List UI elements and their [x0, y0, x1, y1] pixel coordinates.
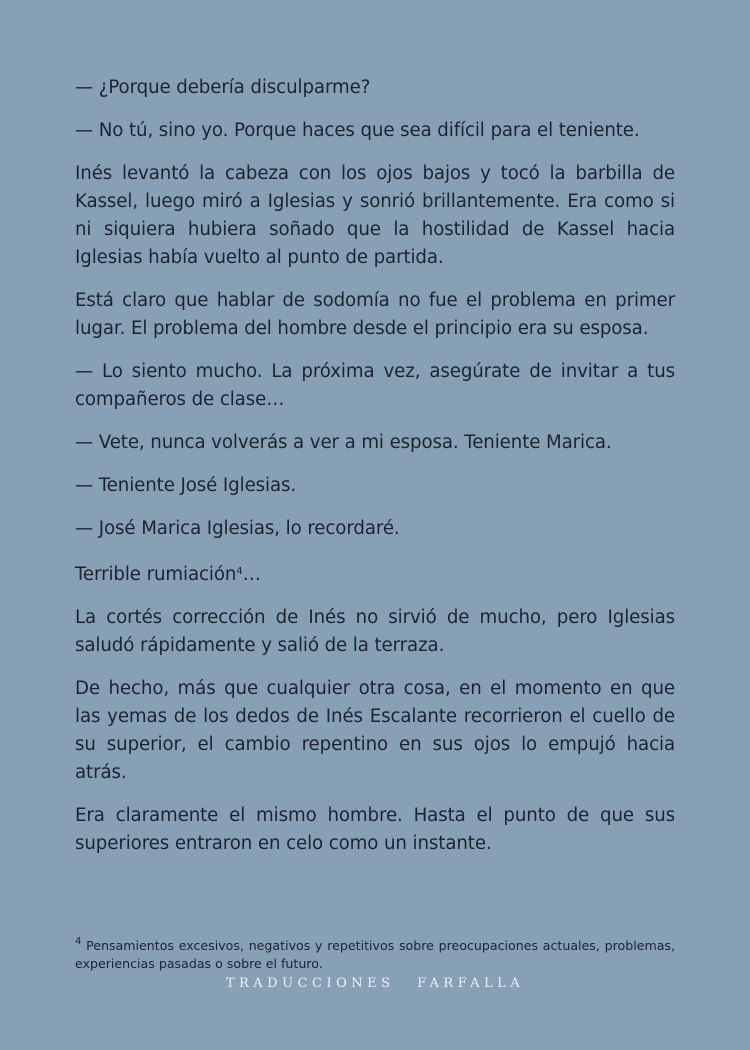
page-body	[75, 74, 675, 873]
paragraph: — No tú, sino yo. Porque haces que sea difícil para el teniente.	[75, 120, 640, 141]
footer-credit: TRADUCCIONES FARFALLA	[225, 976, 525, 991]
ellipsis: …	[242, 564, 261, 585]
paragraph: Era claramente el mismo hombre. Hasta el punto de que sus superiores entraron en celo como un instante.	[75, 805, 675, 854]
paragraph: — Vete, nunca volverás a ver a mi esposa. Teniente Marica.	[75, 432, 612, 453]
paragraph: — Lo siento mucho. La próxima vez, asegúrate de invitar a tus compañeros de clase…	[75, 361, 675, 410]
footnote-ref: 4	[236, 566, 243, 577]
paragraph-text: Terrible rumiación	[75, 564, 237, 585]
footnote-mark: 4	[75, 936, 82, 947]
footnote-text: Pensamientos excesivos, negativos y repetitivos sobre preocupaciones actuales, problemas, experiencias pasadas o sobre el futuro.	[75, 938, 675, 971]
paragraph: — Teniente José Iglesias.	[75, 475, 297, 496]
paragraph: — ¿Porque debería disculparme?	[75, 77, 371, 98]
paragraph	[75, 558, 675, 589]
paragraph: De hecho, más que cualquier otra cosa, en el momento en que las yemas de los dedos de Inés Escalante recorrieron el cuello de su superior, el cambio repentino en sus ojos lo empujó hacia atrás.	[75, 678, 675, 783]
paragraph: Está claro que hablar de sodomía no fue el problema en primer lugar. El problema del hombre desde el principio era su esposa.	[75, 290, 675, 339]
paragraph: La cortés corrección de Inés no sirvió de mucho, pero Iglesias saludó rápidamente y salió de la terraza.	[75, 607, 675, 656]
paragraph: — José Marica Iglesias, lo recordaré.	[75, 518, 400, 539]
footnote	[75, 933, 675, 973]
paragraph: Inés levantó la cabeza con los ojos bajos y tocó la barbilla de Kassel, luego miró a Iglesias y sonrió brillantemente. Era como si ni siquiera hubiera soñado que la hostilidad de Kassel hacia Iglesias había vuelto al punto de partida.	[75, 163, 675, 268]
